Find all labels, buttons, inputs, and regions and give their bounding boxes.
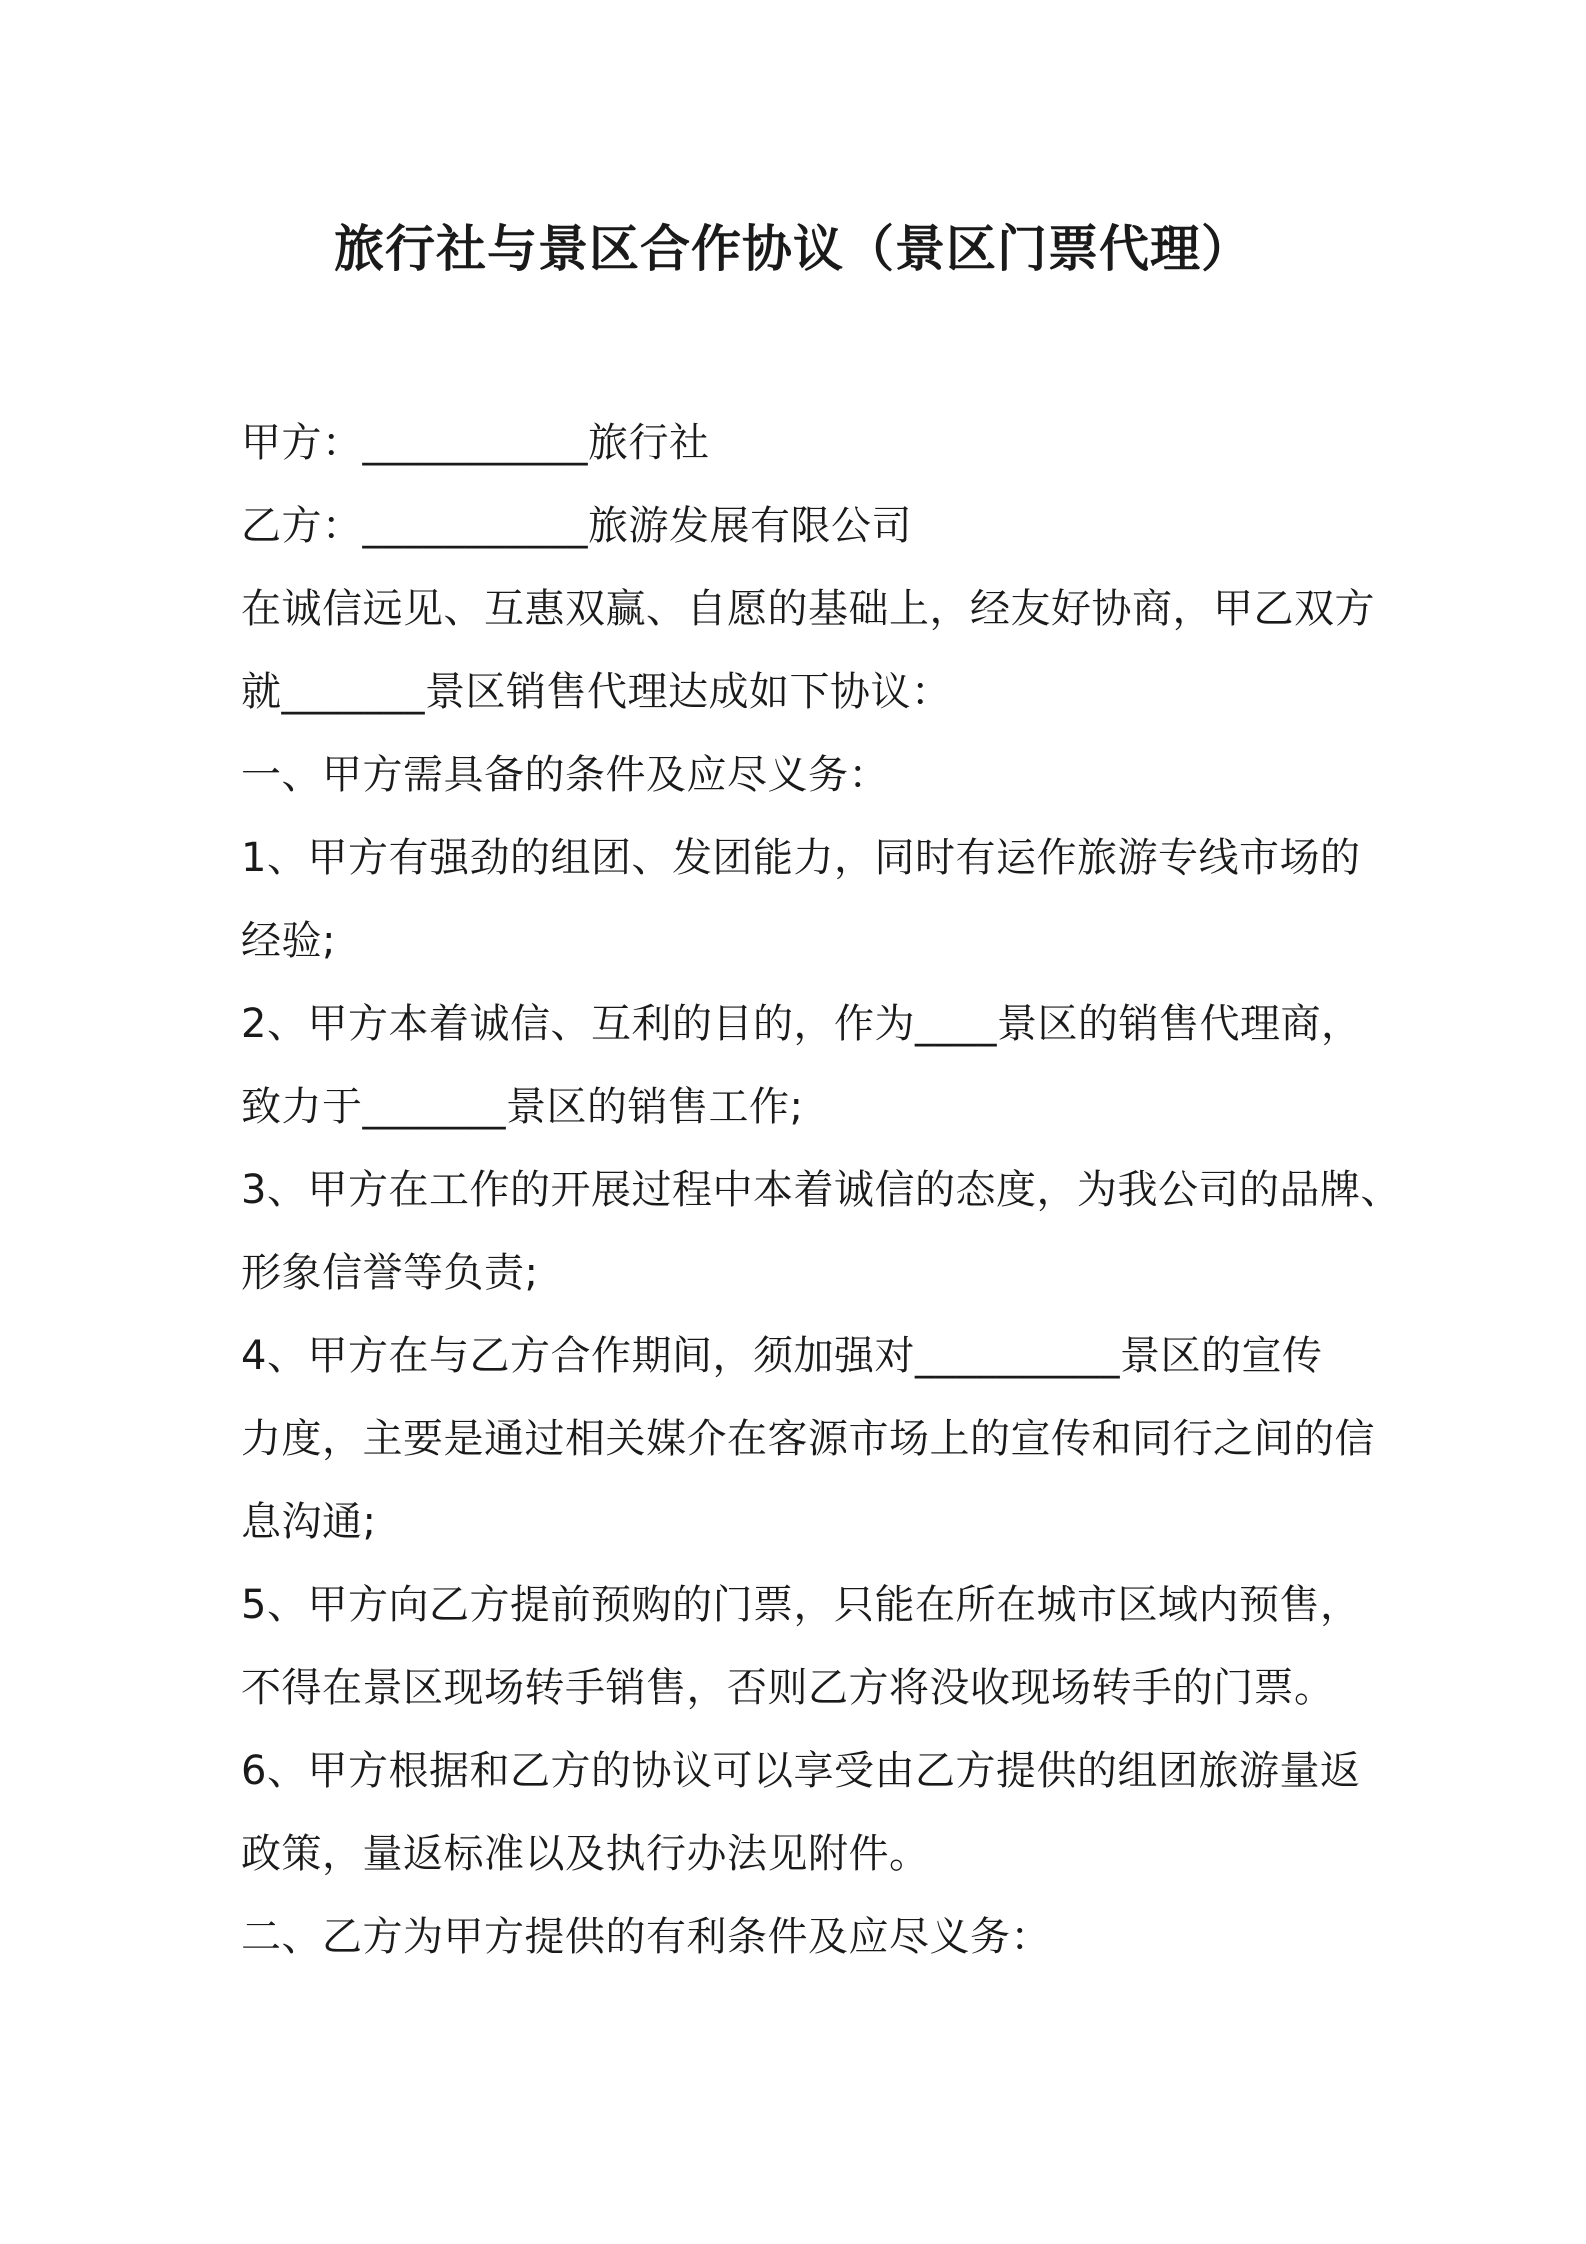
clause-line: 1、甲方有强劲的组团、发团能力，同时有运作旅游专线市场的 bbox=[241, 835, 1361, 881]
clause-line: 形象信誉等负责; bbox=[241, 1250, 539, 1296]
clause-line: 致力于_______景区的销售工作; bbox=[241, 1084, 804, 1130]
clause-line: 政策，量返标准以及执行办法见附件。 bbox=[241, 1831, 930, 1877]
clause-line: 经验; bbox=[241, 918, 336, 964]
clause-line: 力度，主要是通过相关媒介在客源市场上的宣传和同行之间的信 bbox=[241, 1416, 1375, 1462]
clause-line: 4、甲方在与乙方合作期间，须加强对__________景区的宣传 bbox=[241, 1333, 1323, 1379]
preamble-line: 在诚信远见、互惠双赢、自愿的基础上，经友好协商，甲乙双方 bbox=[241, 586, 1375, 632]
clause-line: 2、甲方本着诚信、互利的目的，作为____景区的销售代理商， bbox=[241, 1001, 1362, 1047]
party-b-line: 乙方：___________旅游发展有限公司 bbox=[241, 503, 912, 549]
document-body bbox=[241, 402, 1401, 1979]
preamble-line: 就_______景区销售代理达成如下协议： bbox=[241, 669, 952, 715]
section-heading: 一、甲方需具备的条件及应尽义务： bbox=[241, 752, 889, 798]
clause-line: 息沟通; bbox=[241, 1499, 377, 1545]
clause-line: 6、甲方根据和乙方的协议可以享受由乙方提供的组团旅游量返 bbox=[241, 1748, 1361, 1794]
clause-line: 3、甲方在工作的开展过程中本着诚信的态度，为我公司的品牌、 bbox=[241, 1167, 1401, 1213]
party-a-line: 甲方：___________旅行社 bbox=[241, 420, 710, 466]
document-title: 旅行社与景区合作协议（景区门票代理） bbox=[334, 220, 1252, 278]
section-heading: 二、乙方为甲方提供的有利条件及应尽义务： bbox=[241, 1914, 1051, 1960]
clause-line: 不得在景区现场转手销售，否则乙方将没收现场转手的门票。 bbox=[241, 1665, 1335, 1711]
clause-line: 5、甲方向乙方提前预购的门票，只能在所在城市区域内预售， bbox=[241, 1582, 1361, 1628]
